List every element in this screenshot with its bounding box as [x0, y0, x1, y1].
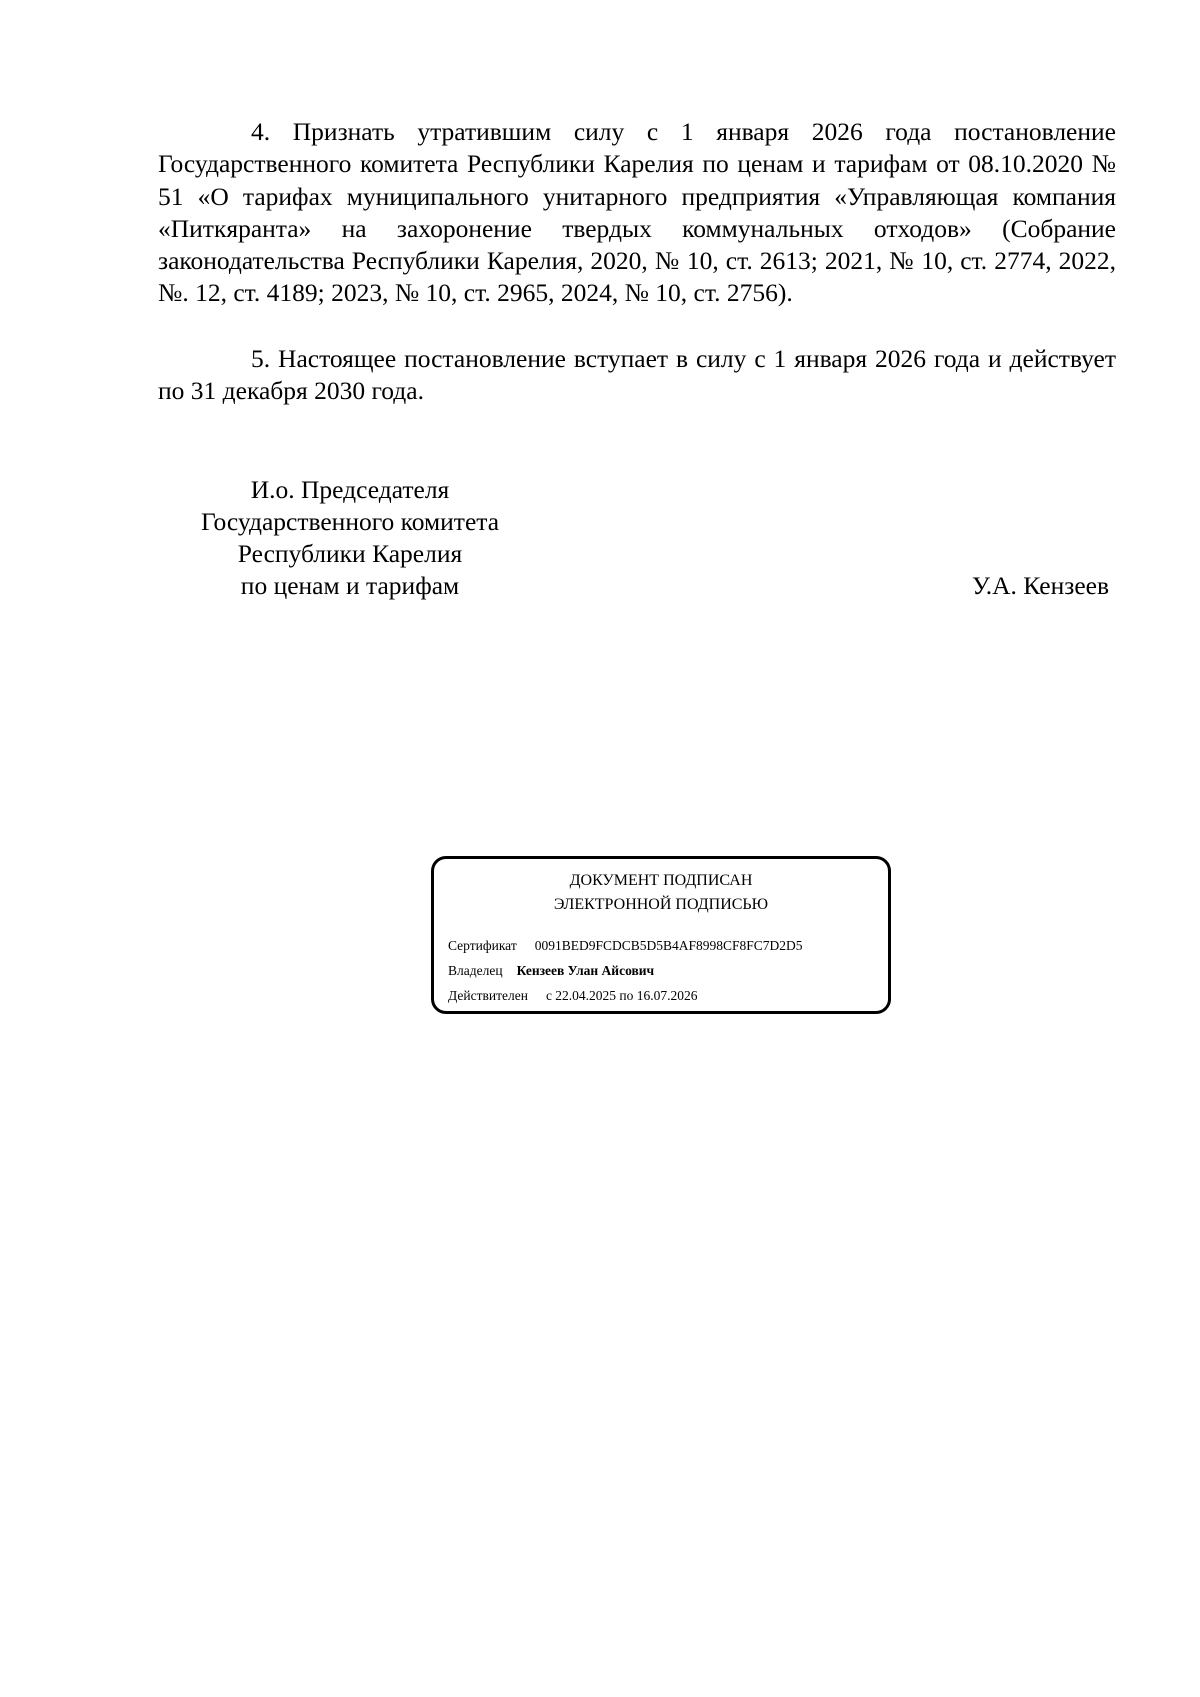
certificate-label: Сертификат	[448, 938, 517, 953]
stamp-validity-row	[448, 987, 698, 1005]
signatory-position-line: Государственного комитета	[200, 507, 500, 536]
signatory-position	[160, 474, 540, 602]
owner-label: Владелец	[448, 963, 503, 978]
certificate-value: 0091BED9FCDCB5D5B4AF8998CF8FC7D2D5	[534, 938, 803, 953]
stamp-title-line: ДОКУМЕНТ ПОДПИСАН	[569, 872, 753, 889]
owner-value: Кензеев Улан Айсович	[516, 963, 655, 978]
signatory-name: У.А. Кензеев	[971, 571, 1109, 600]
paragraph-5: 5. Настоящее постановление вступает в силу с 1 января 2026 года и действует по 31 декабря 2030 года.	[158, 344, 1116, 406]
stamp-title	[434, 869, 888, 917]
stamp-title-line: ЭЛЕКТРОННОЙ ПОДПИСЬЮ	[553, 896, 769, 913]
electronic-signature-stamp	[431, 856, 891, 1014]
paragraph-4: 4. Признать утратившим силу с 1 января 2026 года постановление Государственного комитета Республики Карелия по ценам и тарифам от 08.10.2020 № 51 «О тарифах муниципального унитарного предприятия «Управляющая компания «Питкяранта» на захоронение твердых коммунальных отходов» (Собрание законодательства Республики Карелия, 2020, № 10, ст. 2613; 2021, № 10, ст. 2774, 2022, №. 12, ст. 4189; 2023, № 10, ст. 2965, 2024, № 10, ст. 2756).	[158, 117, 1116, 308]
signatory-position-line: Республики Карелия	[237, 539, 463, 568]
signatory-position-line: И.о. Председателя	[250, 475, 450, 504]
validity-value: с 22.04.2025 по 16.07.2026	[545, 988, 698, 1003]
stamp-certificate-row	[448, 937, 803, 955]
validity-label: Действителен	[448, 988, 528, 1003]
signatory-position-line: по ценам и тарифам	[240, 571, 460, 600]
stamp-owner-row	[448, 962, 654, 980]
